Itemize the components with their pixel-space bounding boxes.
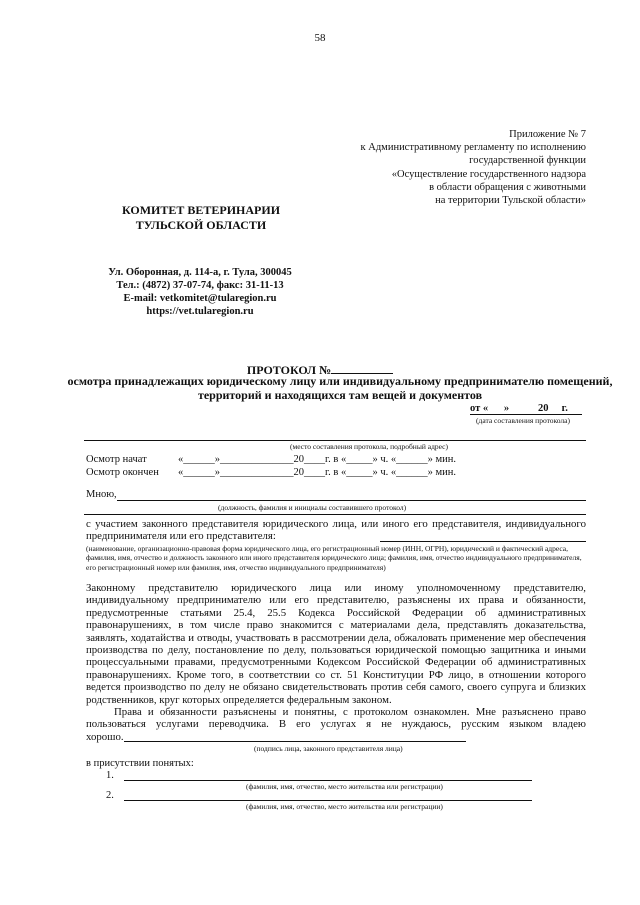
witness-2-caption: (фамилия, имя, отчество, место жительства или регистрации) — [246, 802, 443, 811]
protocol-subtitle: осмотра принадлежащих юридическому лицу или индивидуальному предпринимателю помещений, территорий и находящихся там вещей и документов — [67, 374, 613, 402]
appendix-line: Приложение № 7 — [509, 129, 586, 140]
inspection-start-fields[interactable]: «______»______________20____г. в «_____» ч. «______» мин. — [178, 454, 456, 465]
contact-website: https://vet.tularegion.ru — [146, 306, 254, 317]
acknowledgement-line-1: Права и обязанности разъяснены и понятны, с протоколом ознакомлен. Мне разъяснено право — [114, 706, 586, 718]
appendix-line: к Административному регламенту по исполнению — [360, 142, 586, 154]
witnesses-label: в присутствии понятых: — [86, 758, 194, 769]
participation-text: с участием законного представителя юридического лица, или иного его представителя, индивидуального предпринимателя или его представителя: — [86, 518, 586, 543]
place-caption: (место составления протокола, подробный адрес) — [290, 442, 448, 451]
official-field-line-2[interactable] — [84, 514, 586, 515]
appendix-line: «Осуществление государственного надзора — [391, 168, 586, 180]
contacts-block — [102, 266, 298, 318]
contact-email: E-mail: vetkomitet@tularegion.ru — [123, 293, 277, 304]
contact-address: Ул. Оборонная, д. 114-а, г. Тула, 300045 — [108, 267, 292, 278]
inspection-start-label: Осмотр начат — [86, 454, 147, 465]
witness-number: 2. — [106, 790, 114, 801]
signature-field[interactable] — [124, 741, 466, 742]
acknowledgement-block — [86, 706, 586, 743]
protocol-title-text: ПРОТОКОЛ № — [246, 363, 332, 377]
inspection-end-label: Осмотр окончен — [86, 467, 159, 478]
contact-phone: Тел.: (4872) 37-07-74, факс: 31-11-13 — [116, 280, 284, 291]
appendix-line: государственной функции — [469, 155, 586, 167]
acknowledgement-line-3: хорошо. — [86, 730, 124, 743]
page-number: 58 — [314, 32, 326, 44]
appendix-line: в области обращения с животными — [429, 181, 586, 193]
official-caption: (должность, фамилия и инициалы составившего протокол) — [218, 503, 407, 512]
signature-caption: (подпись лица, законного представителя лица) — [254, 744, 403, 753]
witness-1-caption: (фамилия, имя, отчество, место жительства или регистрации) — [246, 782, 443, 791]
witness-number: 1. — [106, 770, 114, 781]
acknowledgement-line-2: пользоваться услугами переводчика. В его услугах я не нуждаюсь, русским языком владею — [86, 718, 586, 731]
protocol-date-field[interactable]: от « » 20 г. — [470, 403, 568, 414]
participation-caption: (наименование, организационно-правовая форма юридического лица, его регистрационный номер (ИНН, ОГРН), юридический и фактический адреса, фамилия, имя, отчество и должность законного или иного представителя юридического лица; фамилия, имя, отчество индивидуального предпринимателя, его регистрационный номер или фамилия, имя, отчество индивидуального предпринимателя) — [86, 544, 582, 572]
inspection-end-fields[interactable]: «______»______________20____г. в «_____» ч. «______» мин. — [178, 467, 456, 478]
witness-2-field[interactable] — [124, 800, 532, 801]
date-underline — [470, 414, 582, 415]
place-field[interactable] — [84, 440, 586, 441]
official-label: Мною, — [86, 489, 117, 500]
participation-field[interactable] — [380, 541, 586, 542]
protocol-number-field[interactable] — [331, 362, 393, 374]
committee-name: КОМИТЕТ ВЕТЕРИНАРИИ ТУЛЬСКОЙ ОБЛАСТИ — [121, 203, 281, 232]
witness-1-field[interactable] — [124, 780, 532, 781]
date-caption: (дата составления протокола) — [476, 416, 571, 425]
appendix-header — [361, 128, 586, 207]
rights-paragraph: Законному представителю юридического лица или иному уполномоченному представителю, индивидуальному предпринимателю или его представителю, разъяснены их права и обязанности, предусмотренные статьями 25.4, 25.5 Кодекса Российской Федерации об административных правонарушениях, в том числе право знакомится с материалами дела, представлять доказательства, заявлять, ходатайства и отводы, участвовать в рассмотрении дела, обжаловать применение мер обеспечения производства по делу, постановление по делу, пользоваться юридической помощью защитника и иными процессуальными правами, предусмотренными Кодексом Российской Федерации об административных правонарушениях. Кроме того, в соответствии со ст. 51 Конституции РФ лицо, в отношении которого ведется производство по делу не обязано свидетельствовать против себя самого, своего супруга и близких родственников, круг которых определяется федеральным законом. — [86, 582, 586, 706]
appendix-line: на территории Тульской области» — [435, 195, 586, 207]
official-field[interactable] — [117, 500, 586, 501]
